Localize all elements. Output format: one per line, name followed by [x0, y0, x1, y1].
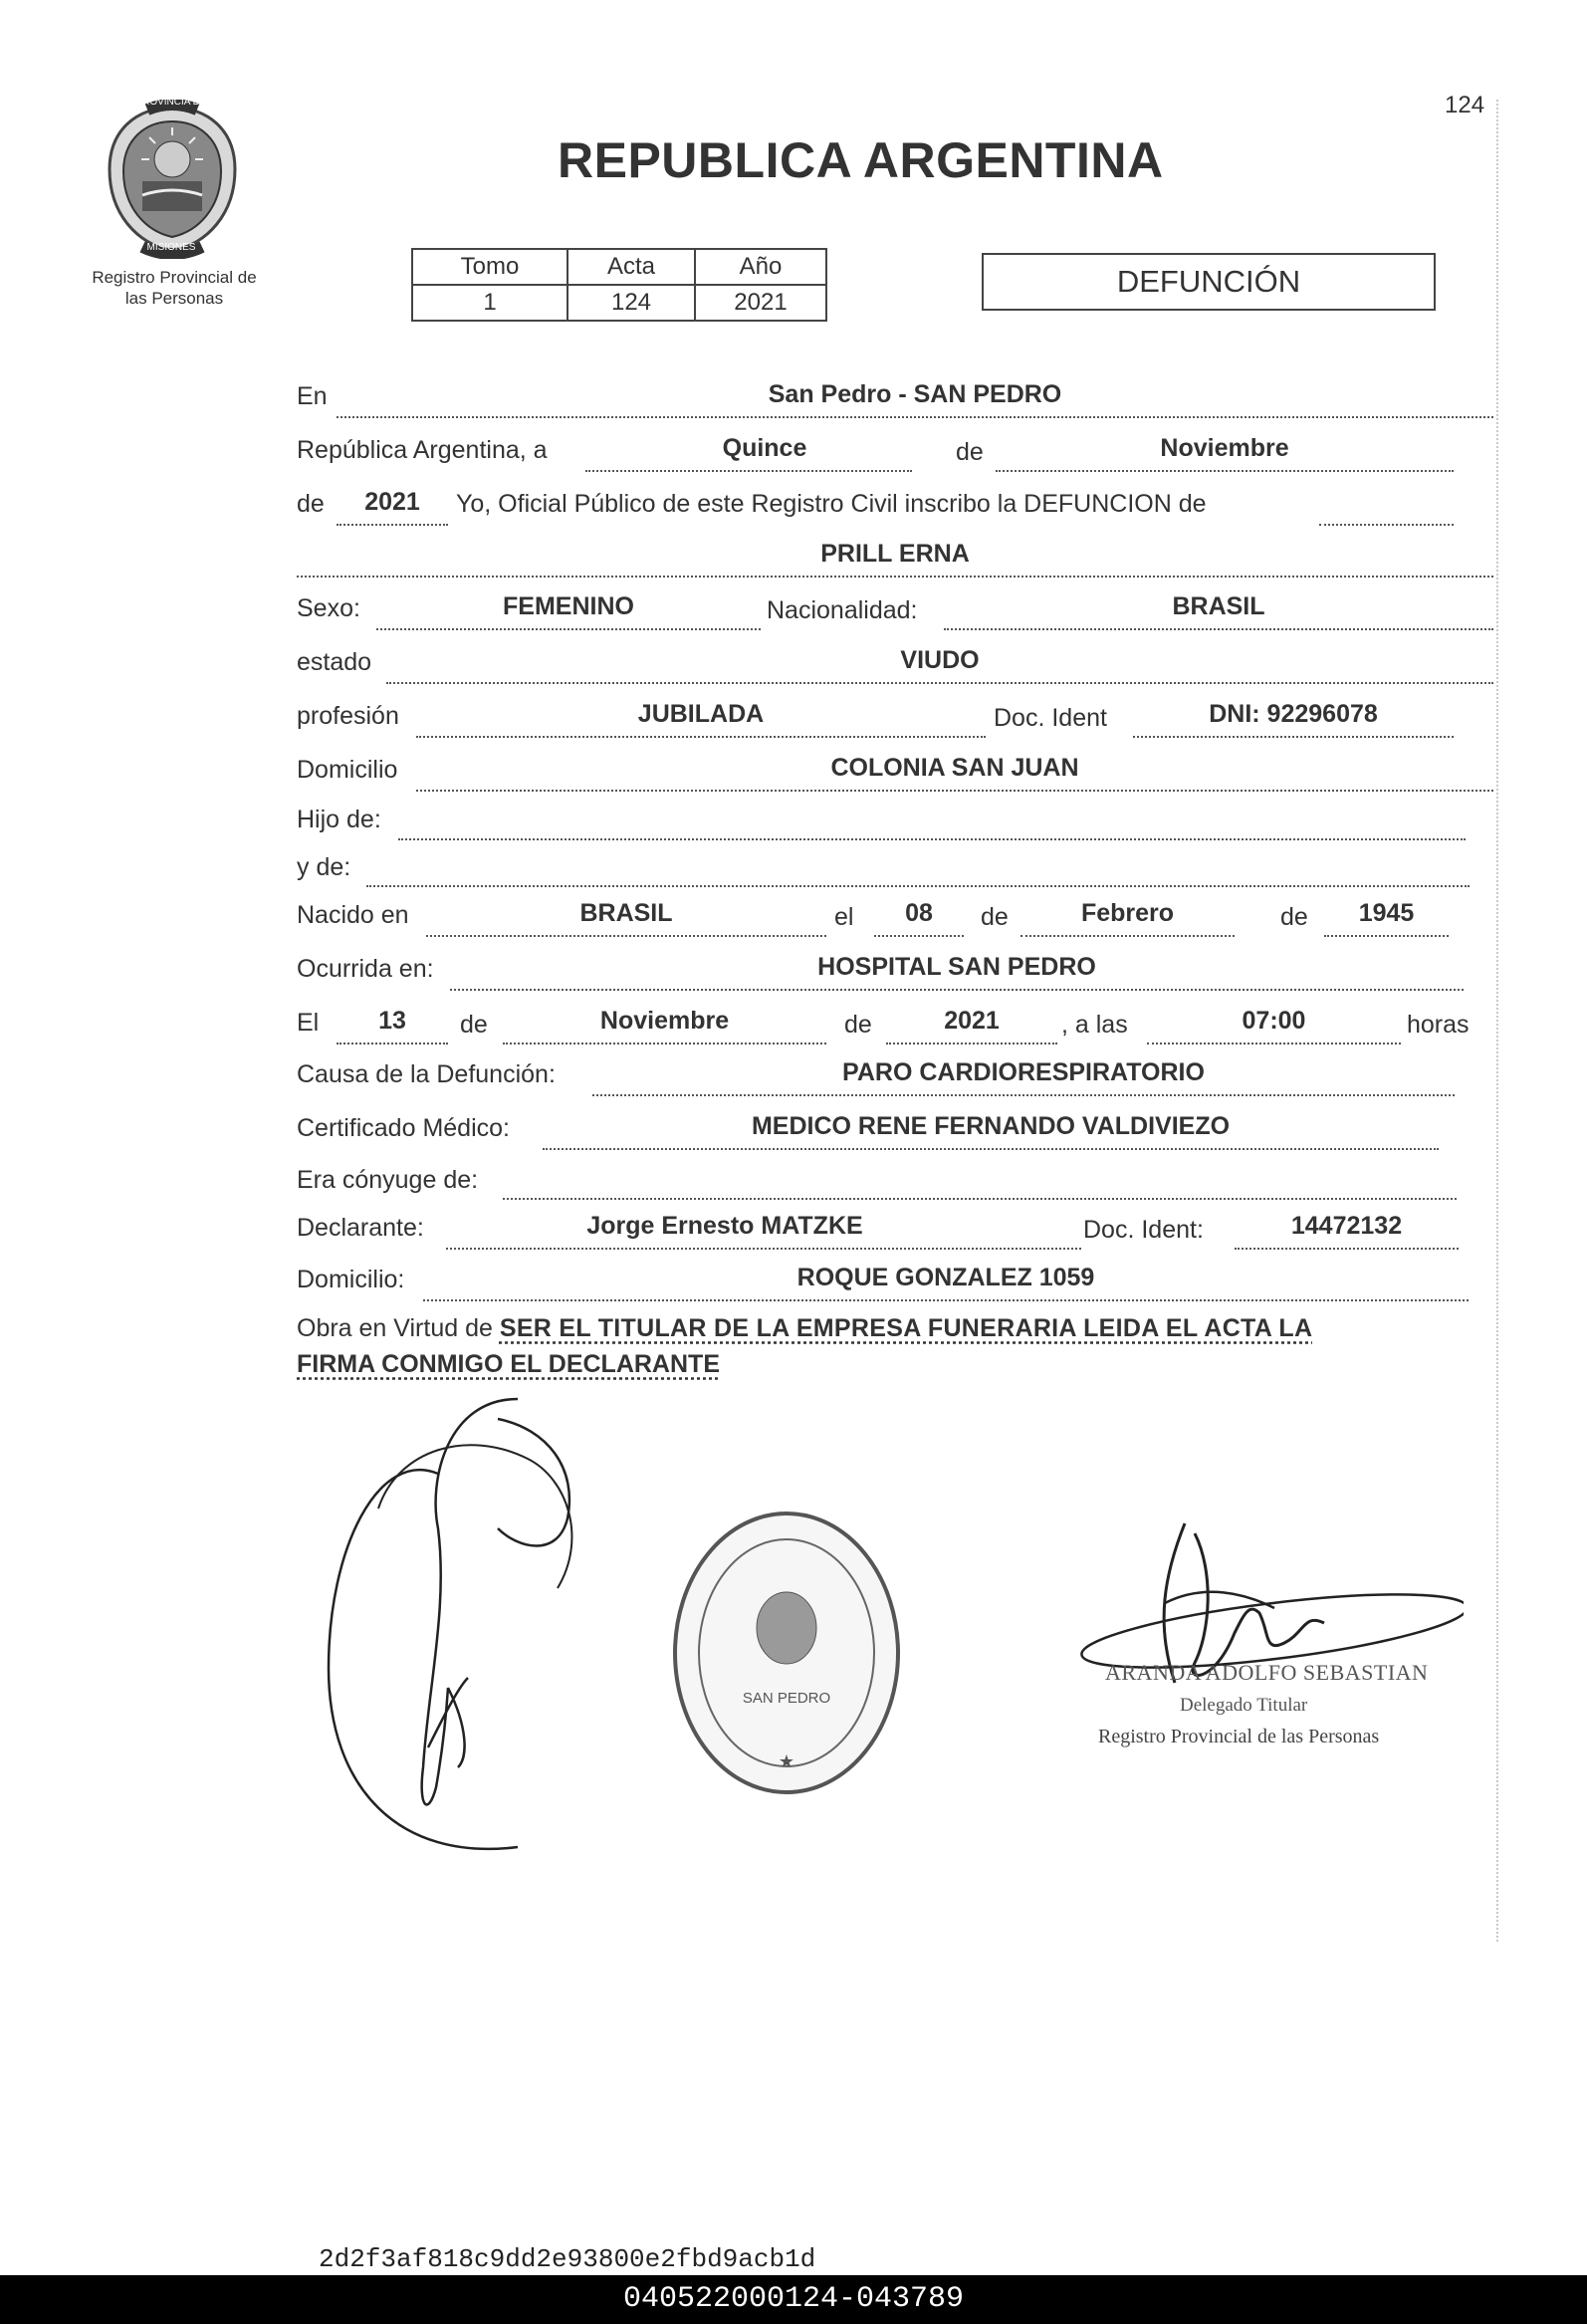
death-year-value: 2021 [944, 1007, 1000, 1035]
obra-value-2: FIRMA CONMIGO EL DECLARANTE [297, 1350, 720, 1378]
registry-seal-icon [662, 1504, 911, 1802]
obra-value-1: SER EL TITULAR DE LA EMPRESA FUNERARIA LEIDA EL ACTA LA [499, 1314, 1313, 1342]
declarante-line [446, 1248, 1081, 1250]
registry-caption-line-2: las Personas [124, 289, 224, 308]
emblem-bottom-text: MISIONES [146, 242, 196, 253]
birth-year-value: 1945 [1358, 899, 1415, 927]
officer-role: Delegado Titular [1180, 1695, 1308, 1716]
header-ano: Año [695, 249, 826, 285]
value-ano: 2021 [695, 285, 826, 321]
en-value: San Pedro - SAN PEDRO [768, 380, 1062, 408]
misiones-emblem-icon [98, 100, 247, 259]
birth-el-label: el [834, 903, 854, 931]
doc-line [1133, 736, 1454, 738]
page-number: 124 [1445, 92, 1485, 118]
doc2-value: 14472132 [1290, 1212, 1403, 1240]
domicilio2-label: Domicilio: [297, 1266, 405, 1293]
profesion-value: JUBILADA [637, 700, 765, 728]
deceased-name: PRILL ERNA [820, 540, 970, 568]
emblem-top-text: PROVINCIA DE [135, 97, 207, 108]
doc2-label: Doc. Ident: [1083, 1216, 1204, 1244]
birth-day-value: 08 [905, 899, 933, 927]
name-line [297, 576, 1493, 578]
causa-line [592, 1094, 1455, 1096]
cert-value: MEDICO RENE FERNANDO VALDIVIEZO [751, 1112, 1231, 1140]
nacido-value: BRASIL [579, 899, 673, 927]
death-el-label: El [297, 1009, 320, 1037]
hijo-line [398, 838, 1466, 840]
inscribe-line [1319, 524, 1454, 526]
registry-header-row [412, 249, 826, 285]
en-line [337, 416, 1493, 418]
estado-label: estado [297, 648, 372, 676]
conyuge-line [503, 1198, 1457, 1200]
horas-label: horas [1407, 1011, 1470, 1039]
registry-table [411, 248, 827, 322]
nacido-label: Nacido en [297, 901, 409, 929]
rep-day-value: Quince [722, 434, 807, 462]
death-month-value: Noviembre [599, 1007, 730, 1035]
en-label: En [297, 382, 328, 410]
birth-year-line [1324, 935, 1449, 937]
birth-de2-label: de [1280, 903, 1308, 931]
rep-label: República Argentina, a [297, 436, 548, 464]
profesion-label: profesión [297, 702, 399, 730]
yde-label: y de: [297, 853, 351, 881]
domicilio-value: COLONIA SAN JUAN [830, 754, 1079, 782]
doc2-line [1235, 1248, 1459, 1250]
seal-text [662, 1812, 663, 1813]
record-type-box: DEFUNCIÓN [982, 253, 1436, 311]
estado-value: VIUDO [900, 646, 980, 674]
ocurrida-line [450, 989, 1464, 991]
value-acta: 124 [567, 285, 695, 321]
death-de2-label: de [844, 1011, 872, 1039]
sexo-line [376, 628, 761, 630]
nacionalidad-label: Nacionalidad: [767, 596, 918, 624]
domicilio2-line [423, 1299, 1469, 1301]
death-year-line [886, 1043, 1057, 1045]
alas-label: , a las [1061, 1011, 1128, 1039]
estado-line [386, 682, 1493, 684]
ocurrida-label: Ocurrida en: [297, 955, 434, 983]
registry-value-row [412, 285, 826, 321]
nacido-line [426, 935, 826, 937]
officer-name: ARANDA ADOLFO SEBASTIAN [1105, 1660, 1429, 1685]
rep-month-line [996, 470, 1454, 472]
death-day-value: 13 [378, 1007, 406, 1035]
death-month-line [503, 1043, 826, 1045]
yde-line [366, 885, 1470, 887]
death-de-label: de [460, 1011, 488, 1039]
registry-caption-line-1: Registro Provincial de [92, 268, 257, 287]
document-hash: 2d2f3af818c9dd2e93800e2fbd9acb1d [319, 2244, 816, 2274]
year-line [337, 524, 448, 526]
year-value: 2021 [364, 488, 420, 516]
declarante-label: Declarante: [297, 1214, 424, 1242]
domicilio2-value: ROQUE GONZALEZ 1059 [796, 1264, 1095, 1291]
doc-label: Doc. Ident [994, 704, 1107, 732]
death-time-line [1147, 1043, 1401, 1045]
value-tomo: 1 [412, 285, 567, 321]
inscribe-text: Yo, Oficial Público de este Registro Civil inscribo la DEFUNCION de [456, 490, 1207, 518]
cert-label: Certificado Médico: [297, 1114, 510, 1142]
hijo-label: Hijo de: [297, 806, 381, 833]
causa-value: PARO CARDIORESPIRATORIO [842, 1058, 1205, 1086]
cert-line [543, 1148, 1439, 1150]
seal-city: SAN PEDRO [742, 1690, 831, 1707]
margin-dotted-line [1496, 100, 1498, 1942]
obra-label: Obra en Virtud de [297, 1314, 493, 1342]
conyuge-label: Era cónyuge de: [297, 1166, 479, 1194]
registry-caption [70, 267, 279, 309]
obra-line-1 [297, 1314, 1312, 1343]
birth-month-line [1020, 935, 1235, 937]
birth-day-line [874, 935, 964, 937]
rep-month-value: Noviembre [1160, 434, 1289, 462]
svg-text:★: ★ [778, 1751, 795, 1771]
barcode-strip: 040522000124-043789 [0, 2275, 1587, 2324]
header-acta: Acta [567, 249, 695, 285]
doc-value: DNI: 92296078 [1209, 700, 1378, 728]
year-prefix-label: de [297, 490, 325, 518]
sexo-value: FEMENINO [503, 592, 634, 620]
rep-de-label: de [956, 438, 984, 466]
sexo-label: Sexo: [297, 594, 360, 622]
page-title: REPUBLICA ARGENTINA [558, 132, 1164, 188]
declarante-value: Jorge Ernesto MATZKE [586, 1212, 863, 1240]
profesion-line [416, 736, 986, 738]
rep-day-line [585, 470, 912, 472]
nacionalidad-value: BRASIL [1172, 592, 1265, 620]
domicilio-label: Domicilio [297, 756, 398, 784]
birth-de-label: de [981, 903, 1009, 931]
birth-month-value: Febrero [1080, 899, 1175, 927]
declarant-signature-icon [319, 1389, 617, 1867]
causa-label: Causa de la Defunción: [297, 1060, 556, 1088]
header-tomo: Tomo [412, 249, 567, 285]
death-time-value: 07:00 [1242, 1007, 1306, 1035]
officer-org: Registro Provincial de las Personas [1098, 1726, 1380, 1747]
ocurrida-value: HOSPITAL SAN PEDRO [817, 953, 1096, 981]
death-day-line [337, 1043, 448, 1045]
domicilio-line [416, 790, 1493, 792]
nacionalidad-line [944, 628, 1493, 630]
